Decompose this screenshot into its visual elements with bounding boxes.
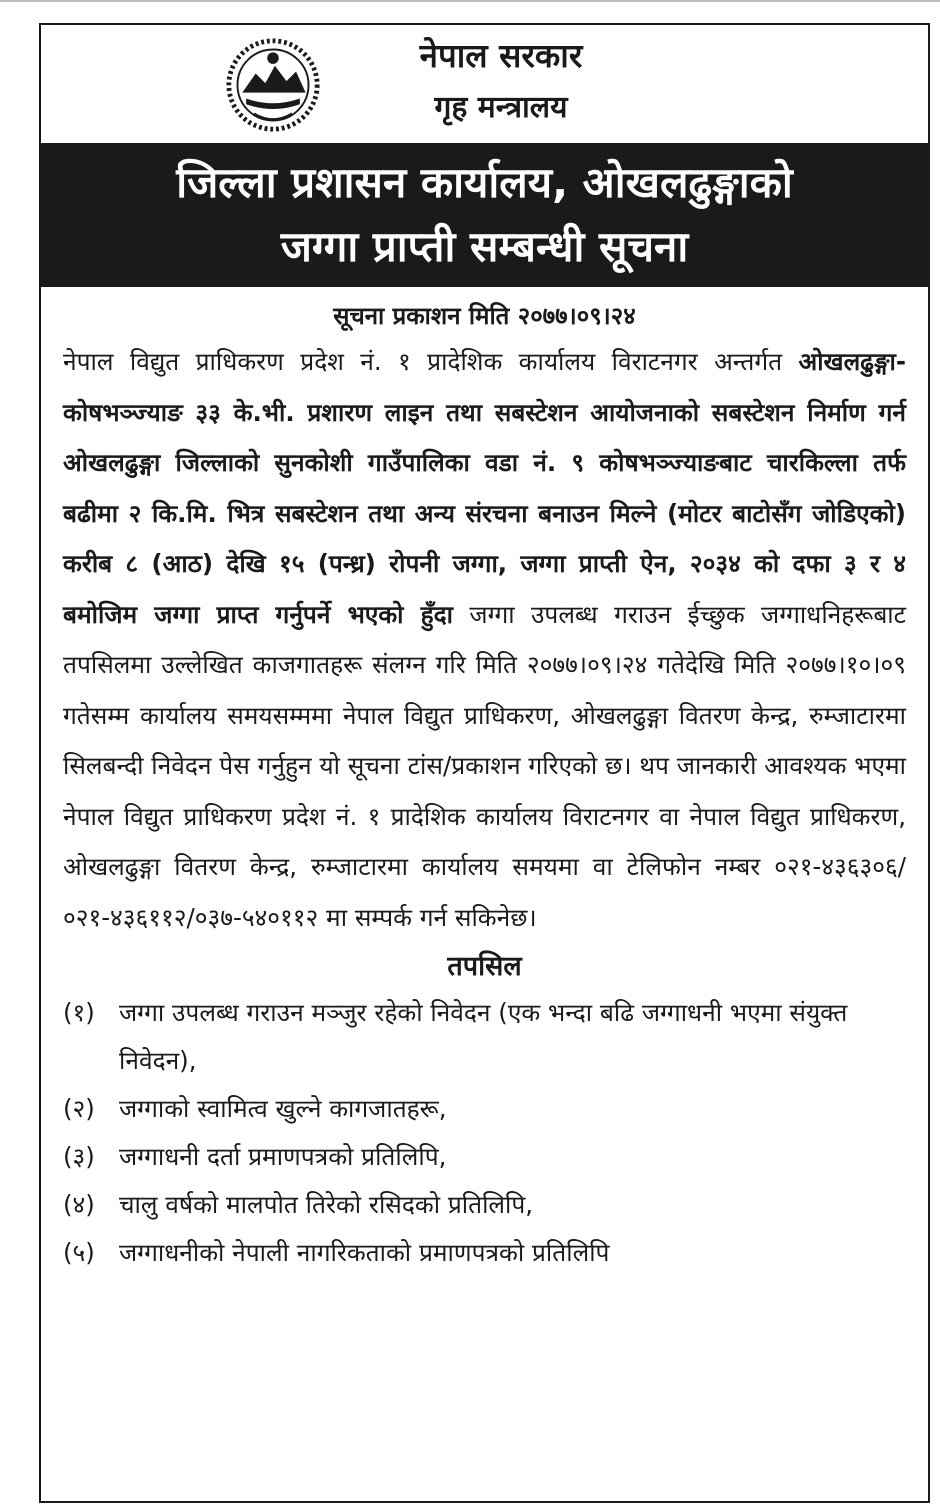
list-item (63, 1133, 906, 1181)
notice-frame (39, 23, 930, 1503)
notice-body (41, 337, 928, 943)
list-item-number: (१) (63, 998, 95, 1027)
annex-list (41, 989, 928, 1277)
body-intro: नेपाल विद्युत प्राधिकरण प्रदेश नं. १ प्रादेशिक कार्यालय विराटनगर अन्तर्गत (63, 347, 799, 376)
list-item (63, 1181, 906, 1229)
list-item-number: (४) (63, 1190, 95, 1219)
office-title: जिल्ला प्रशासन कार्यालय, ओखलढुङ्गाको (176, 158, 793, 207)
list-item (63, 1085, 906, 1133)
letterhead (41, 25, 928, 145)
top-rule (0, 0, 940, 2)
list-item (63, 1229, 906, 1277)
publication-date: सूचना प्रकाशन मिति २०७७।०९।२४ (333, 302, 636, 330)
notice-title-banner (41, 145, 928, 287)
list-item-text: जग्गाको स्वामित्व खुल्ने कागजातहरू, (119, 1094, 447, 1123)
list-item-text: चालु वर्षको मालपोत तिरेको रसिदको प्रतिलिपि, (119, 1190, 534, 1219)
government-name: नेपाल सरकार (419, 36, 583, 75)
list-item-number: (३) (63, 1142, 95, 1171)
annex-title: तपसिल (447, 951, 522, 982)
list-item-text: जग्गाधनीको नेपाली नागरिकताको प्रमाणपत्रको प्रतिलिपि (119, 1238, 610, 1267)
body-project-details: ओखलढुङ्गा-कोषभञ्ज्याङ ३३ के.भी. प्रशारण लाइन तथा सबस्टेशन आयोजनाको सबस्टेशन निर्माण गर्न ओखलढुङ्गा जिल्लाको सुनकोशी गाउँपालिका वडा नं. ९ कोषभञ्ज्याङबाट चारकिल्ला तर्फ बढीमा २ कि.मि. भित्र सबस्टेशन तथा अन्य संरचना बनाउन मिल्ने (मोटर बाटोसँग जोडिएको) करीब ८ (आठ) देखि १५ (पन्ध्र) रोपनी जग्गा, जग्गा प्राप्ती ऐन, २०३४ को दफा ३ र ४ बमोजिम जग्गा प्राप्त गर्नुपर्ने भएको हुँदा (63, 347, 906, 629)
list-item-number: (२) (63, 1094, 95, 1123)
list-item-text: जग्गा उपलब्ध गराउन मञ्जुर रहेको निवेदन (एक भन्दा बढि जग्गाधनी भएमा संयुक्त निवेदन), (119, 998, 848, 1075)
nepal-government-emblem-icon (225, 37, 321, 133)
notice-title: जग्गा प्राप्ती सम्बन्धी सूचना (280, 222, 689, 271)
list-item (63, 989, 906, 1085)
body-instructions: जग्गा उपलब्ध गराउन ईच्छुक जग्गाधनिहरूबाट तपसिलमा उल्लेखित काजगातहरू संलग्न गरि मिति २०७७।०९।२४ गतेदेखि मिति २०७७।१०।०९ गतेसम्म कार्यालय समयसम्ममा नेपाल विद्युत प्राधिकरण, ओखलढुङ्गा वितरण केन्द्र, रुम्जाटारमा सिलबन्दी निवेदन पेस गर्नुहुन यो सूचना टांस/प्रकाशन गरिएको छ। थप जानकारी आवश्यक भएमा नेपाल विद्युत प्राधिकरण प्रदेश नं. १ प्रादेशिक कार्यालय विराटनगर वा नेपाल विद्युत प्राधिकरण, ओखलढुङ्गा वितरण केन्द्र, रुम्जाटारमा कार्यालय समयमा वा टेलिफोन नम्बर ०२१-४३६३०६/ ०२१-४३६११२/०३७-५४०११२ मा सम्पर्क गर्न सकिनेछ। (63, 599, 906, 932)
ministry-name: गृह मन्त्रालय (434, 90, 568, 125)
list-item-number: (५) (63, 1238, 95, 1267)
list-item-text: जग्गाधनी दर्ता प्रमाणपत्रको प्रतिलिपि, (119, 1142, 447, 1171)
